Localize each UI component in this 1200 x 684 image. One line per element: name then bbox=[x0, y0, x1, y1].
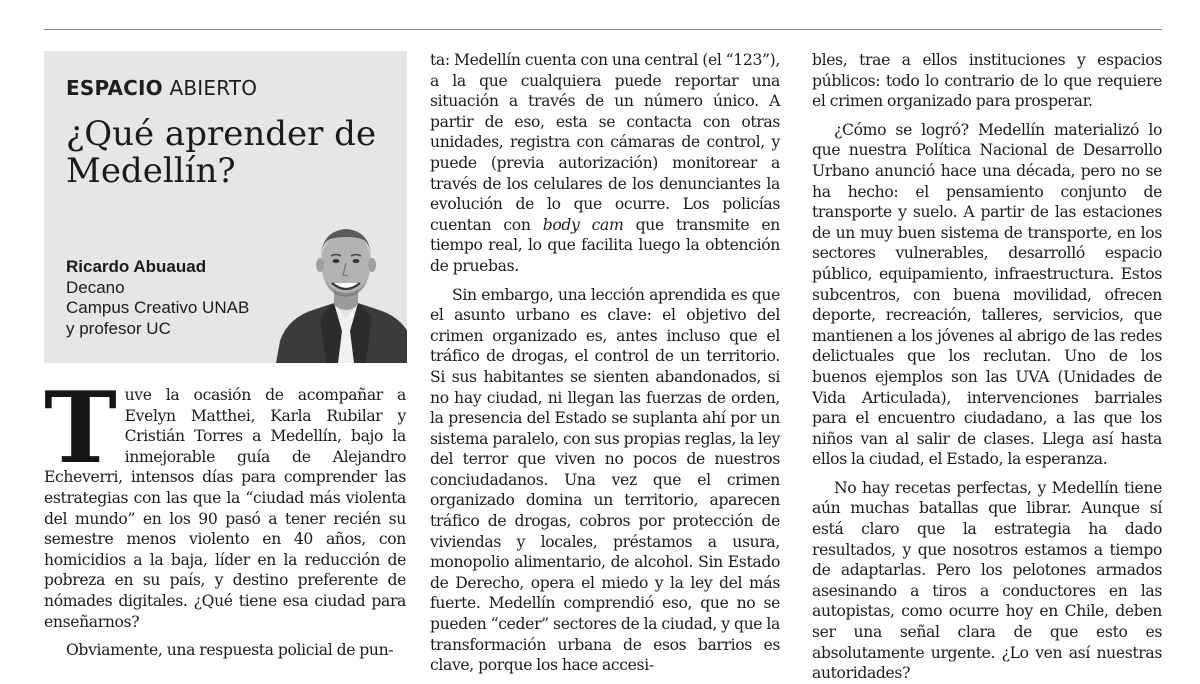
headline: ¿Qué aprender de Medellín? bbox=[66, 114, 377, 191]
paragraph-2-text-a: ta: Medellín cuenta con una central (el “123”), a la que cualquiera puede reportar una situación a través de un número único. A partir de eso, esta se contacta con otras unidades, registra con cámaras de control, y puede (previa autorización) monitorear a través de los celulares de los denunciantes la evolución de lo que ocurre. Los policías cuentan con bbox=[430, 51, 780, 234]
author-affiliation: Campus Creativo UNAB bbox=[66, 298, 250, 317]
paragraph-4: ¿Cómo se logró? Medellín materializó lo que nuestra Política Nacional de Desarrollo Urbano anunció hace una década, pero no se ha hecho: el pensamiento conjunto de transporte y suelo. A partir de las estaciones de un muy buen sistema de transporte, en los sectores vulnerables, desarrolló espacio público, equipamiento, infraestructura. Estos subcentros, con buena movilidad, ofrecen deporte, recreación, talleres, servicios, que mantienen a los jóvenes al abrigo de las redes delictuales que los reclutan. Uno de los buenos ejemplos son las UVA (Unidades de Vida Articulada), intervenciones barriales para el encuentro ciudadano, a las que los niños van al salir de clases. Llega así hasta ellos la ciudad, el Estado, la esperanza. bbox=[812, 120, 1162, 469]
column-2 bbox=[430, 50, 780, 676]
paragraph-2-italic: body cam bbox=[542, 215, 624, 234]
author-role: Decano bbox=[66, 277, 125, 297]
paragraph-2-text-b: que transmite en tiempo real, lo que facilita luego la obtención de pruebas. bbox=[430, 215, 780, 275]
paragraph-3: Sin embargo, una lección aprendida es que el asunto urbano es clave: el objetivo del crimen organizado es, antes incluso que el tráfico de drogas, el control de un territorio. Si sus habitantes se sienten abandonados, si no hay ciudad, ni llegan las fuerzas de orden, la presencia del Estado se suplanta ahí por un sistema paralelo, con sus propias reglas, la ley del terror que viven no pocos de nuestros conciudadanos. Una vez que el crimen organizado domina un territorio, aparecen tráfico de drogas, cobros por protección de viviendas y locales, préstamos a usura, monopolio alimentario, de alcohol. Sin Estado de Derecho, opera el miedo y la ley del más fuerte. Medellín comprendió eso, que no se pueden “ceder” sectores de la ciudad, y que la transformación urbana de esos barrios es clave, porque los hace accesi- bbox=[430, 285, 780, 675]
paragraph-2-start: Obviamente, una respuesta policial de pun- bbox=[66, 641, 394, 660]
section-label bbox=[66, 76, 257, 100]
section-label-bold: ESPACIO bbox=[66, 76, 163, 100]
header-box bbox=[44, 51, 407, 363]
paragraph-3-continued: bles, trae a ellos instituciones y espacios públicos: todo lo contrario de lo que requiere el crimen organizado para prosperar. bbox=[812, 51, 1162, 111]
drop-cap: T bbox=[44, 371, 117, 486]
author-block bbox=[66, 257, 286, 339]
paragraph-1-text: uve la ocasión de acompañar a Evelyn Matthei, Karla Rubilar y Cristián Torres a Medellín, bajo la inmejorable guía de Alejandro Echeverri, intensos días para comprender las estrategias con las que la “ciudad más violenta del mundo” en los 90 pasó a tener recién su semestre menos violento en 40 años, con homicidios a la baja, líder en la reducción de pobreza en su país, y destino preferente de nómades digitales. ¿Qué tiene esa ciudad para enseñarnos? bbox=[44, 386, 406, 631]
paragraph-1 bbox=[44, 371, 406, 632]
author-portrait bbox=[276, 213, 407, 363]
author-extra: y profesor UC bbox=[66, 318, 171, 338]
paragraph-2 bbox=[430, 50, 780, 277]
paragraph-5: No hay recetas perfectas, y Medellín tiene aún muchas batallas que librar. Aunque sí está claro que la estrategia ha dado resultados, y que nosotros estamos a tiempo de adaptarlas. Pero los pelotones armados asesinando a tiros a conductores en las autopistas, como ocurre hoy en Chile, deben ser una señal clara de que esto es absolutamente urgente. ¿Lo ven así nuestras autoridades? bbox=[812, 478, 1162, 683]
top-rule bbox=[44, 29, 1162, 30]
column-3 bbox=[812, 50, 1162, 684]
column-1 bbox=[44, 371, 406, 661]
author-name: Ricardo Abuauad bbox=[66, 257, 207, 276]
section-label-light: ABIERTO bbox=[169, 76, 258, 100]
